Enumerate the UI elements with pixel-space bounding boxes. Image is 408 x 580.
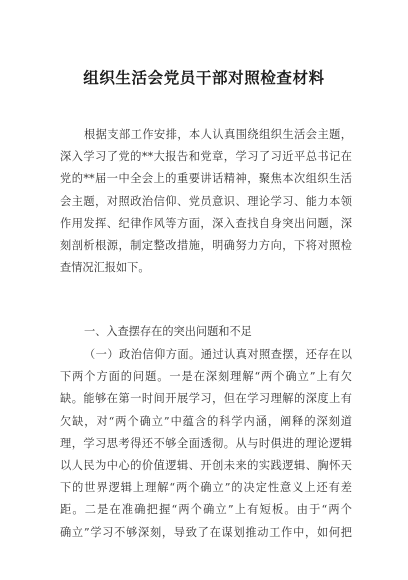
intro-line: 会主题，对照政治信仰、党员意识、理论学习、能力本领 <box>60 194 352 208</box>
section-line: 下的世界逻辑上理解“两个确立”的决定性意义上还有差 <box>60 481 352 495</box>
section-line: 理，学习思考得还不够全面透彻。从与时俱进的理论逻辑 <box>60 436 352 450</box>
section-line: 欠缺，对“两个确立”中蕴含的科学内涵，阐释的深刻道 <box>60 414 352 428</box>
intro-line: 查情况汇报如下。 <box>60 261 150 275</box>
section-line: 距。二是在准确把握“两个确立”上有短板。由于“两个 <box>60 503 352 517</box>
intro-line: 深入学习了党的**大报告和党章，学习了习近平总书记在 <box>60 150 352 164</box>
intro-line: 作用发挥、纪律作风等方面，深入查找自身突出问题，深 <box>60 216 352 230</box>
section-line: （一）政治信仰方面。通过认真对照查摆，还存在以 <box>84 348 352 361</box>
section-paragraph <box>60 344 352 544</box>
section-line: 确立”学习不够深刻，导致了在谋划推动工作中，如何把 <box>60 525 352 539</box>
intro-line: 党的**届一中全会上的重要讲话精神，聚焦本次组织生活 <box>60 172 352 186</box>
intro-line: 根据支部工作安排，本人认真围绕组织生活会主题， <box>84 128 352 141</box>
intro-paragraph <box>60 124 352 279</box>
section-line: 缺。能够在第一时间开展学习，但在学习理解的深度上有 <box>60 392 352 406</box>
section-line: 下两个方面的问题。一是在深刻理解“两个确立”上有欠 <box>60 370 352 384</box>
section-line: 以人民为中心的价值逻辑、开创未来的实践逻辑、胸怀天 <box>60 459 352 473</box>
section-heading: 一、入查摆存在的突出问题和不足 <box>84 325 252 338</box>
intro-line: 刻剖析根源，制定整改措施，明确努力方向，下将对照检 <box>60 239 352 253</box>
document-title: 组织生活会党员干部对照检查材料 <box>83 69 325 87</box>
